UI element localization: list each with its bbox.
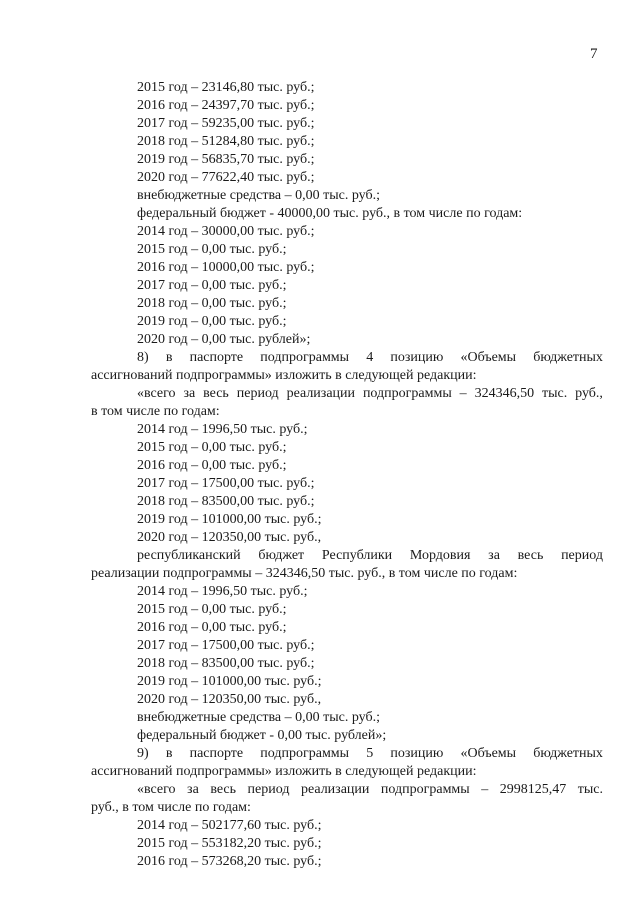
word: 324346,50 <box>474 386 535 401</box>
text-line: 2017 год – 17500,00 тыс. руб.; <box>137 476 315 491</box>
word: реализации <box>286 386 356 401</box>
text-line: ассигнований подпрограммы» изложить в следующей редакции: <box>91 368 477 383</box>
text-line: федеральный бюджет - 0,00 тыс. рублей»; <box>137 728 387 743</box>
word: бюджет <box>258 548 305 563</box>
text-line: внебюджетные средства – 0,00 тыс. руб.; <box>137 710 380 725</box>
justified-line <box>137 745 603 763</box>
text-line: 2015 год – 553182,20 тыс. руб.; <box>137 836 322 851</box>
text-line: 2015 год – 23146,80 тыс. руб.; <box>137 80 315 95</box>
word: за <box>488 548 500 563</box>
word: реализации <box>300 782 370 797</box>
justified-line <box>137 349 603 367</box>
text-line: 2019 год – 101000,00 тыс. руб.; <box>137 512 322 527</box>
word: 8) <box>137 350 149 365</box>
text-line: реализации подпрограммы – 324346,50 тыс. руб., в том числе по годам: <box>91 566 518 581</box>
word: весь <box>210 782 237 797</box>
text-line: 2018 год – 83500,00 тыс. руб.; <box>137 494 315 509</box>
text-line: 2014 год – 1996,50 тыс. руб.; <box>137 584 308 599</box>
justified-line <box>137 781 603 799</box>
word: «всего <box>137 782 176 797</box>
word: в <box>165 746 173 761</box>
text-line: 2020 год – 120350,00 тыс. руб., <box>137 692 322 707</box>
word: позицию <box>390 746 444 761</box>
text-line: 2020 год – 77622,40 тыс. руб.; <box>137 170 315 185</box>
text-line: ассигнований подпрограммы» изложить в следующей редакции: <box>91 764 477 779</box>
text-line: 2016 год – 10000,00 тыс. руб.; <box>137 260 315 275</box>
page-number: 7 <box>590 46 598 62</box>
text-line: внебюджетные средства – 0,00 тыс. руб.; <box>137 188 380 203</box>
text-line: 2014 год – 30000,00 тыс. руб.; <box>137 224 315 239</box>
justified-line <box>137 547 603 565</box>
word: позицию <box>390 350 444 365</box>
word: республиканский <box>137 548 241 563</box>
word: Мордовия <box>409 548 471 563</box>
word: 4 <box>366 350 374 365</box>
word: бюджетных <box>533 746 603 761</box>
text-line: 2019 год – 0,00 тыс. руб.; <box>137 314 287 329</box>
text-line: 2014 год – 502177,60 тыс. руб.; <box>137 818 322 833</box>
word: подпрограммы <box>362 386 452 401</box>
word: – <box>459 386 467 401</box>
text-line: 2019 год – 101000,00 тыс. руб.; <box>137 674 322 689</box>
text-line: 2016 год – 0,00 тыс. руб.; <box>137 620 287 635</box>
text-line: 2016 год – 24397,70 тыс. руб.; <box>137 98 315 113</box>
text-line: федеральный бюджет - 40000,00 тыс. руб., в том числе по годам: <box>137 206 523 221</box>
text-line: 2015 год – 0,00 тыс. руб.; <box>137 602 287 617</box>
word: 2998125,47 <box>499 782 567 797</box>
word: период <box>561 548 603 563</box>
word: «Объемы <box>460 746 517 761</box>
word: – <box>481 782 489 797</box>
word: весь <box>203 386 229 401</box>
text-line: 2019 год – 56835,70 тыс. руб.; <box>137 152 315 167</box>
text-line: 2017 год – 17500,00 тыс. руб.; <box>137 638 315 653</box>
word: подпрограммы <box>260 746 350 761</box>
word: 9) <box>137 746 149 761</box>
word: бюджетных <box>533 350 603 365</box>
text-line: 2015 год – 0,00 тыс. руб.; <box>137 242 287 257</box>
word: «всего <box>137 386 176 401</box>
text-line: 2017 год – 0,00 тыс. руб.; <box>137 278 287 293</box>
word: Республики <box>321 548 393 563</box>
text-line: 2020 год – 0,00 тыс. рублей»; <box>137 332 311 347</box>
word: подпрограммы <box>260 350 350 365</box>
word: тыс. <box>542 386 568 401</box>
text-line: руб., в том числе по годам: <box>91 800 251 815</box>
text-line: в том числе по годам: <box>91 404 220 419</box>
word: период <box>236 386 279 401</box>
word: период <box>247 782 290 797</box>
word: тыс. <box>577 782 603 797</box>
text-line: 2014 год – 1996,50 тыс. руб.; <box>137 422 308 437</box>
word: за <box>183 386 196 401</box>
text-line: 2018 год – 0,00 тыс. руб.; <box>137 296 287 311</box>
word: весь <box>517 548 544 563</box>
text-line: 2015 год – 0,00 тыс. руб.; <box>137 440 287 455</box>
text-line: 2017 год – 59235,00 тыс. руб.; <box>137 116 315 131</box>
word: «Объемы <box>460 350 517 365</box>
word: паспорте <box>189 350 244 365</box>
word: за <box>187 782 199 797</box>
justified-line <box>137 385 603 403</box>
text-line: 2016 год – 0,00 тыс. руб.; <box>137 458 287 473</box>
word: подпрограммы <box>380 782 470 797</box>
word: в <box>165 350 173 365</box>
word: руб., <box>575 386 603 401</box>
text-line: 2020 год – 120350,00 тыс. руб., <box>137 530 322 545</box>
text-line: 2018 год – 83500,00 тыс. руб.; <box>137 656 315 671</box>
text-line: 2016 год – 573268,20 тыс. руб.; <box>137 854 322 869</box>
word: паспорте <box>189 746 244 761</box>
word: 5 <box>366 746 374 761</box>
text-line: 2018 год – 51284,80 тыс. руб.; <box>137 134 315 149</box>
